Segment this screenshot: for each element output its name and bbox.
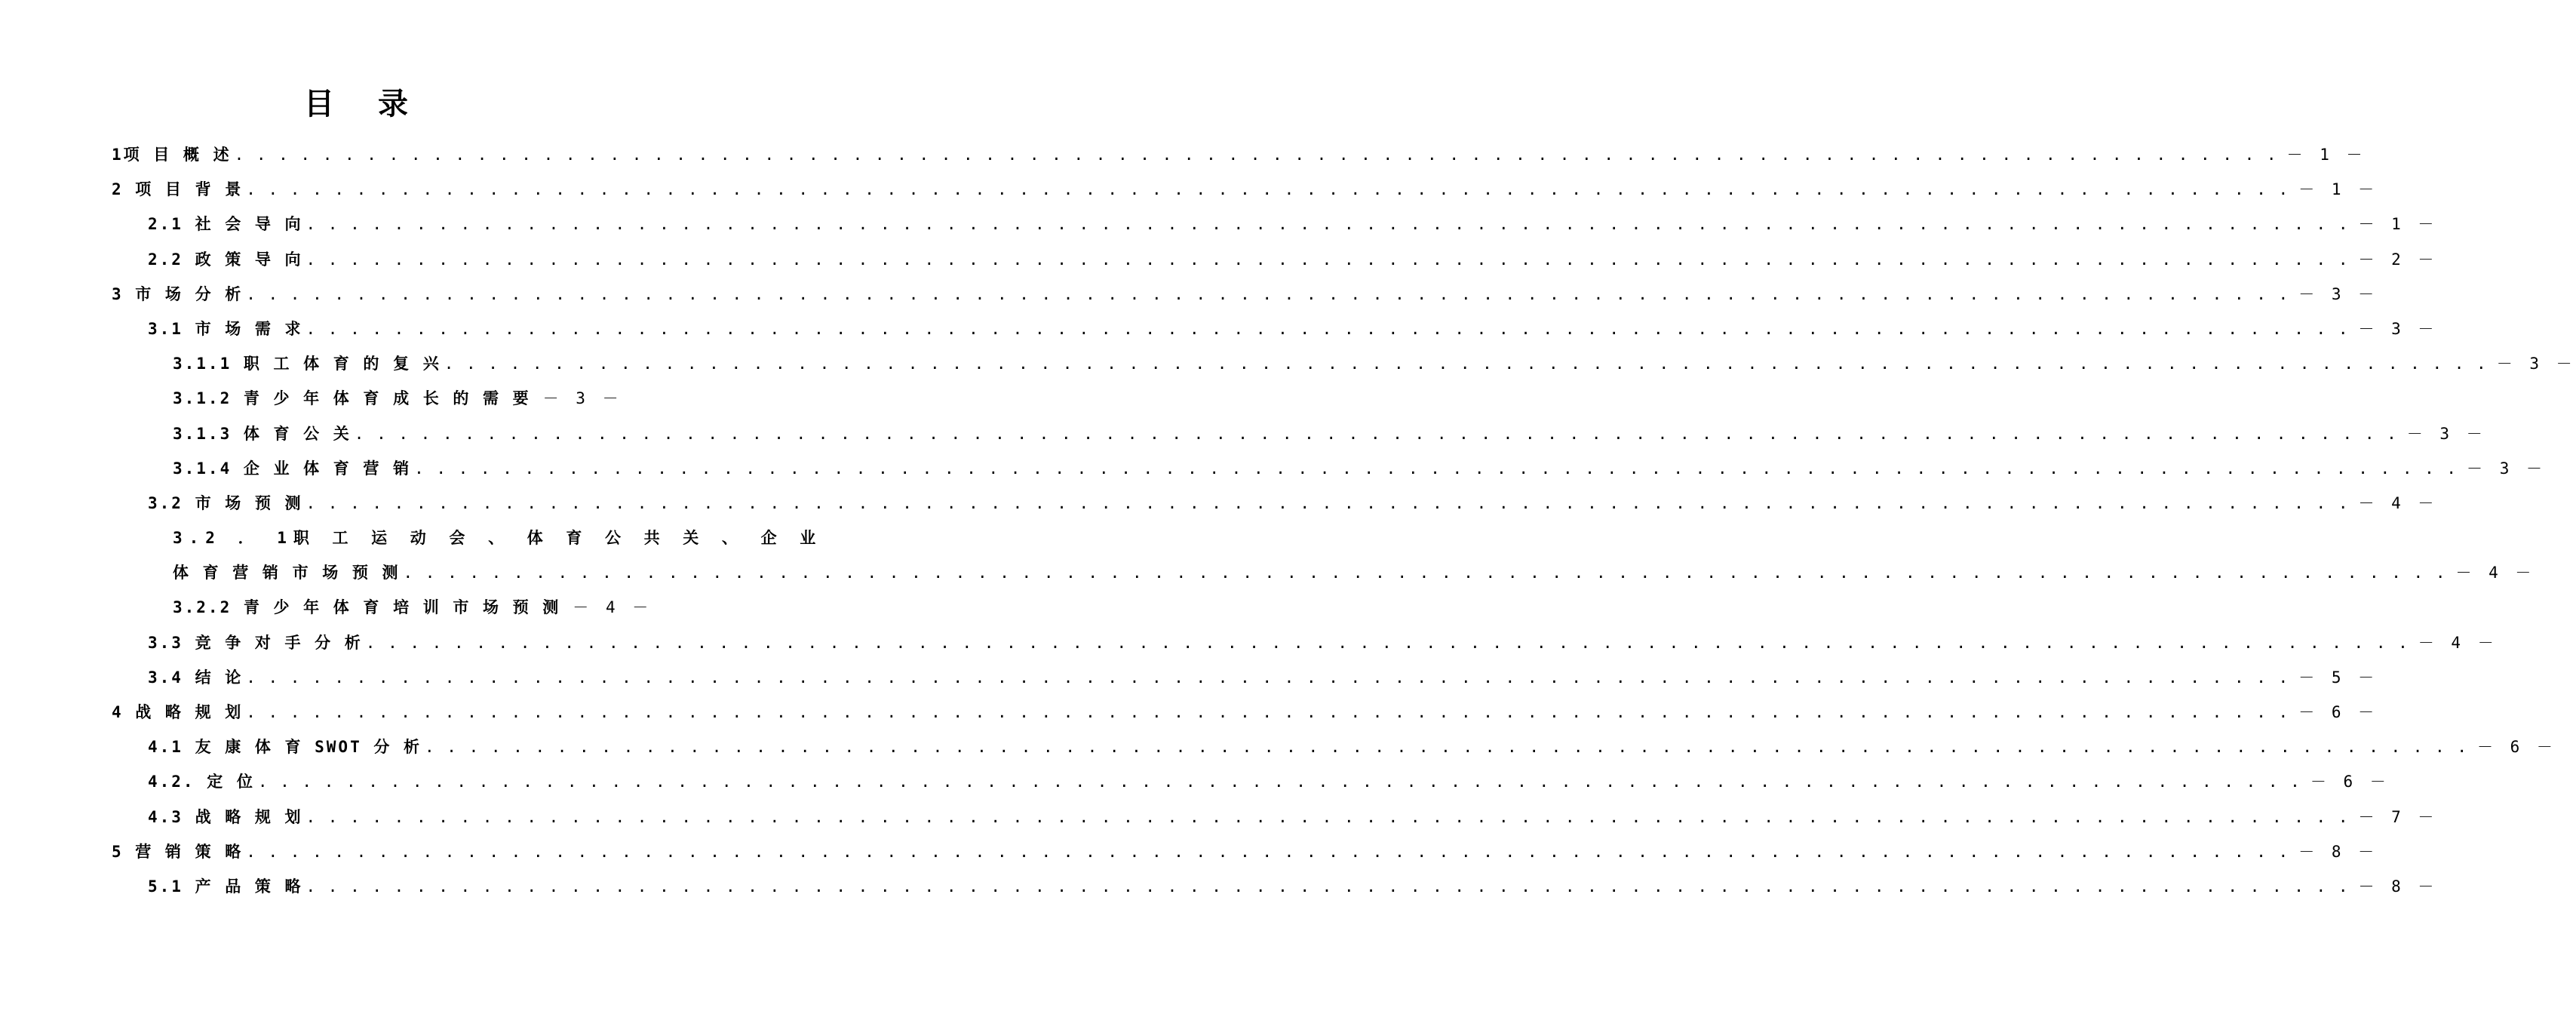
toc-entry-page: － 3 － [2496, 355, 2576, 373]
toc-entry-page: － 3 － [2406, 424, 2486, 443]
toc-entry[interactable] [0, 625, 2498, 660]
toc-entry-label: 3.4 结 论 [148, 668, 244, 687]
toc-entry-label: 体 育 营 销 市 场 预 测 [173, 564, 401, 582]
toc-entry[interactable] [0, 730, 2556, 764]
toc-entry[interactable] [0, 277, 2378, 312]
toc-leader-dots [246, 178, 2289, 201]
toc-entry[interactable] [0, 764, 2390, 799]
toc-leader-dots [235, 143, 2278, 166]
toc-entry[interactable] [0, 660, 2378, 695]
toc-entry-label: 1项 目 概 述 [112, 146, 232, 164]
toc-entry-page: － 1 － [2358, 215, 2438, 234]
toc-entry-label: 3 市 场 分 析 [112, 284, 244, 303]
toc-leader-dots [355, 422, 2398, 445]
toc-leader-dots [425, 736, 2468, 758]
toc-entry-label: 4 战 略 规 划 [112, 703, 244, 721]
toc-leader-dots [366, 631, 2409, 654]
toc-entry-page: － 7 － [2358, 807, 2438, 826]
toc-entry-label: 3.1.2 青 少 年 体 育 成 长 的 需 要 [173, 389, 531, 408]
toc-entry-page: － 4 － [2455, 564, 2535, 582]
toc-leader-dots [306, 318, 2350, 340]
toc-entry[interactable] [0, 800, 2438, 834]
toc-entry-label: 3.2 ． 1职 工 运 动 会 、 体 育 公 共 关 、 企 业 [173, 529, 823, 548]
toc-entry-page: － 1 － [2298, 180, 2378, 199]
toc-entry-label: 4.3 战 略 规 划 [148, 807, 303, 826]
toc-entry[interactable] [0, 381, 717, 416]
toc-entry-page: － 4 － [2418, 633, 2498, 652]
toc-leader-dots [404, 561, 2447, 584]
toc-entry[interactable] [0, 486, 2438, 521]
toc-entry-label: 2.1 社 会 导 向 [148, 215, 303, 234]
toc-leader-dots [246, 666, 2289, 689]
page-title: 目 录 [304, 86, 425, 121]
toc-leader-dots [246, 283, 2289, 306]
toc-entry-page: － 3 － [542, 389, 622, 408]
toc-entry-label: 3.2.2 青 少 年 体 育 培 训 市 场 预 测 [173, 598, 561, 617]
toc-leader-dots [306, 806, 2350, 828]
toc-leader-dots [246, 701, 2289, 724]
toc-entry[interactable] [0, 207, 2438, 241]
toc-leader-dots [306, 213, 2350, 235]
toc-entry-page: － 8 － [2298, 842, 2378, 861]
toc-entry[interactable] [0, 172, 2378, 207]
toc-entry-label: 4.1 友 康 体 育 SWOT 分 析 [148, 738, 422, 757]
toc-entry[interactable] [0, 416, 2486, 451]
toc-entry[interactable] [0, 242, 2438, 277]
toc-entry-label: 5.1 产 品 策 略 [148, 877, 303, 896]
toc-entry[interactable] [0, 555, 2535, 590]
toc-entry-page: － 6 － [2310, 773, 2390, 791]
toc-entry-page: － 6 － [2298, 703, 2378, 721]
toc-entry-label: 2.2 政 策 导 向 [148, 250, 303, 269]
toc-entry-label: 3.1.1 职 工 体 育 的 复 兴 [173, 355, 441, 373]
table-of-contents [0, 137, 2576, 904]
toc-entry-label: 3.1.3 体 育 公 关 [173, 424, 352, 443]
toc-entry-page: － 1 － [2286, 146, 2366, 164]
toc-leader-dots [306, 492, 2350, 515]
toc-entry-page: － 3 － [2298, 284, 2378, 303]
toc-leader-dots [414, 457, 2458, 480]
toc-entry[interactable] [0, 312, 2438, 346]
toc-entry-label: 4.2. 定 位 [148, 773, 255, 791]
toc-entry-page: － 2 － [2358, 250, 2438, 269]
toc-leader-dots [306, 248, 2350, 271]
toc-leader-dots [444, 352, 2488, 375]
toc-entry-page: － 3 － [2358, 319, 2438, 338]
toc-entry[interactable] [0, 834, 2378, 869]
toc-entry-page: － 8 － [2358, 877, 2438, 896]
toc-entry[interactable] [0, 451, 2546, 486]
toc-entry[interactable] [0, 869, 2438, 904]
toc-entry-page: － 4 － [2358, 493, 2438, 512]
toc-entry[interactable] [0, 695, 2378, 730]
toc-entry-label: 3.3 竞 争 对 手 分 析 [148, 633, 363, 652]
toc-entry-page: － 3 － [2467, 459, 2546, 478]
toc-entry-label: 5 营 销 策 略 [112, 842, 244, 861]
toc-entry[interactable] [0, 590, 717, 625]
toc-entry-label: 3.1 市 场 需 求 [148, 319, 303, 338]
toc-entry-page: － 6 － [2476, 738, 2556, 757]
toc-entry-label: 3.2 市 场 预 测 [148, 493, 303, 512]
toc-leader-dots [246, 840, 2289, 863]
toc-entry-page: － 5 － [2298, 668, 2378, 687]
toc-entry-page: － 4 － [573, 598, 652, 617]
toc-entry-label: 3.1.4 企 业 体 育 营 销 [173, 459, 412, 478]
toc-leader-dots [306, 875, 2350, 898]
toc-entry-label: 2 项 目 背 景 [112, 180, 244, 199]
toc-entry[interactable] [0, 137, 2366, 172]
toc-leader-dots [258, 770, 2301, 793]
toc-entry[interactable] [0, 521, 823, 555]
toc-entry[interactable] [0, 346, 2576, 381]
